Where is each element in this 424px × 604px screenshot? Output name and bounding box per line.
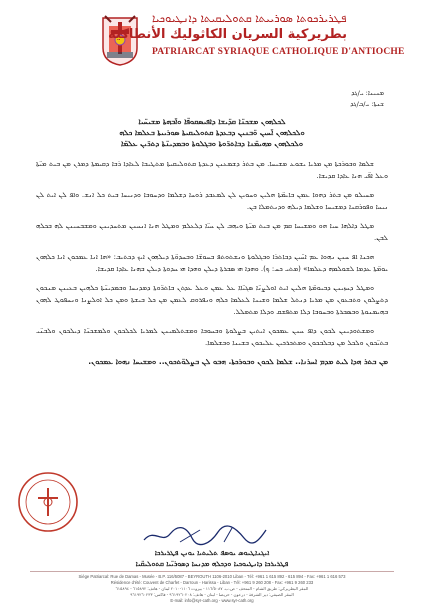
letterhead-arabic-name: بطريركية السريان الكاثوليك الأنطاكية xyxy=(108,27,347,42)
handwritten-signature-icon xyxy=(140,524,270,546)
footer-divider xyxy=(30,571,394,572)
letterhead-french-name: PATRIARCAT SYRIAQUE CATHOLIQUE D'ANTIOCHE xyxy=(152,47,405,57)
signatory-title: ܦܛܪܝܪܟܐ ܕܐܢܛܝܘܟܝܐ ܘܕܟܠܗ ܡܕܢܚܐ ܕܣܘܪܝ̈ܝܐ ܩܬܘܠܝܩ̈ܝܐ xyxy=(135,560,289,568)
footer-email: E-mail: info@syr-cath.org - www.syr-cath.org xyxy=(170,598,254,603)
letter-paragraph: ܫܠܡܐ ܘܒܘܪܟܬܐ ܡܢ ܡܪܝܐ ܝܫܘܥ ܡܫܝܚܐ. ܡܢ ܒܬܪ ܕܫܡܥܢܢ ܕܥܕܬܐ ܩܬܘܠܝܩܝܬܐ ܡܬܛܝܒܐ ܠܥܐܕܐ ܪܒܐ ܕܩܝܡܬܐ ܕܡܪܢ ܡܢ ܒܝܬ ܡܝ̈ܬܐ ܘܥܠ ܐܦ̈ܝ ܗܢܐ ܥܐܕܐ ܩܕܝܫܐ. xyxy=(36,160,388,180)
address-line: ܠܟܠܗܘܢ ܡܫܟܢ̈ܐ ܩܕ̈ܝܫܐ ܕܐܦܝܣܩܘܦ̈ܐ ܘܐ̈ܒܗܬܐ ܡܫܝܚ̈ܝܐ xyxy=(138,117,286,126)
footer-line: Siège Patriarcal: Rue de Damas - Musée - B.P. 116/5087 - BEYROUTH 1106-2010 Liban - Tél: +961 1 615 892 - 615 894 - Fax: +961 1 616 573 xyxy=(78,574,346,579)
footer-line: المقر البطريركي: طريق الشام - المتحف - ص.ب. ١١٦/٥٠٨٧ - بيروت ١١٠٦-٢٠١٠ لبنان - هاتف: ٦١٥٨٩٢ - ٦١٥٨٩٤ xyxy=(115,586,309,591)
reference-date: ܫܢܬܐ: ܝ/ܒ/ܓܕ xyxy=(350,100,384,108)
footer-line: المقر الصيفي: دير الشرفة - درعون - حريصا - لبنان - هاتف: ٩٦١٩٢٦٠٢٠٨ - فاكس: ٩٦١٩٢٦٠٢٣٣ xyxy=(130,592,294,597)
letter-paragraph: ܘܡܫܬܘܕܝܢܢ ܠܟܘܢ ܕܐܦ ܚܢܢ ܥܡܟܘܢ ܐܝܬܝܢ ܒܨܠܘܬܐ ܘܒܚܘܒܐ ܘܡܫܬܠܡܝܢܢ ܠܡܪܝܐ ܠܟܠܟܘܢ ܘܠܡܫܟܢ̈ܐ ܕܝܠܟܘܢ ܘܠܒܢ̈ܝ ܒܬܝ̈ܟܘܢ ܘܠܟܠ ܡܢ ܕܒܠܒܟܘܢ ܘܡܬܟܪܟܝܢ ܥܠܝܟܘܢ ܒܫܝܢܐ ܘܒܫܠܡܐ. xyxy=(36,327,388,347)
letter-paragraph: ܗܟܢܐ ܐܦ ܚܢܢ ܢܗܘܐ ܥܡ ܐܚ̈ܝܢ ܕܒܐܬܪܐ ܘܒܓܠܘܬܐ ܘܢܫܬܘܬܦ ܒܚܘܫ̈ܐ ܘܒܚܕܘ̈ܬܐ ܕܝܠܗܘܢ ܐܝܟ ܕܟܬܝܒ: «ܗܐ ܐܢܐ ܥܡܟܘܢ ܐܢܐ ܟܠܗܘܢ ܝܘܡ̈ܬܐ ܥܕܡܐ ܠܫܘܠܡܗ ܕܥܠܡܐ» (ܡܬܝ ܟܚ: ܟ). ܘܗܕܐ ܗܝ ܣܒܪܬܐ ܕܝܠܢ ܘܗܕܐ ܗܝ ܚܕܘܬܐ ܕܝܠܢ ܒܗܢܐ ܥܐܕܐ ܩܕܝܫܐ. xyxy=(36,253,388,273)
signature-block xyxy=(72,548,352,570)
address-line: ܘܠܟܠܗܘܢ ܡܗܝܡ̈ܢܐ ܕܒܐܬܪ̈ܘܬܐ ܘܒܓܠܘܬܐ ܘܒܡܕܝܢ̈ܬܐ ܕܬܪ̈ܝܢ ܥܠܡ̈ܐ xyxy=(120,139,304,148)
reference-block xyxy=(350,88,384,110)
letter-paragraph: ܡܚܝܠܘ ܡܢ ܒܬܪ ܕܗܘܐ ܥܡܢ ܒܐܝܡ̈ܬܐ ܗܠܝܢ ܘܚܘܝܢ ܠܢ ܠܡܥܒܕ ܪܘܚܐ ܕܫܠܡܐ ܘܕܚܘܒܐ ܘܕܢܝܚܐ ܒܝܬ ܟܠ ܐܢܫ. ܘܐܦ ܠܢ ܐܝܬ ܠܢ ܢܝܚܐ ܘܦܘܪܩܢܐ ܕܡܫܝܚܐ ܘܫܠܡܐ ܕܝܠܗ ܘܕܢܬܡܠܐ ܒܢ. xyxy=(36,191,388,211)
letterhead-syriac-name: ܦܛܪܝܪܟܘܬܐ ܣܘܪܝܝܬܐ ܩܬܘܠܝܩܝܬܐ ܕܐܢܛܝܘܟܝܐ xyxy=(152,12,347,25)
letterhead-footer xyxy=(30,571,394,604)
letter-paragraph: ܘܡܛܠ ܕܚܙܝܢܢ ܕܒܝܘܡ̈ܬܐ ܗܠܝܢ ܐܝܬ ܐܘܠܨܢ̈ܐ ܣܓܝ̈ܐܐ ܥܠ ܥܡܢ ܘܥܠ ܥܕܬܢ ܒܐܬܪ̈ܘܬܐ ܕܡܕܢܚܐ ܘܒܡܕܝܢ̈ܬܐ ܟܠܗܝܢ ܒܥܝܢܢ ܡܢܟܘܢ ܕܬܨܠܘܢ ܘܬܒܥܘܢ ܡܢ ܡܪܝܐ ܕܢܬܠ ܫܠܡܐ ܘܫܝܢܐ ܠܥܠܡܐ ܟܠܗ ܘܢܦܪܘܩ ܠܥܡܢ ܡܢ ܟܠ ܒܝܫܬܐ ܘܡܢ ܟܠ ܐܘܠܨܢܐ ܘܢܚܦܘܛ ܠܗܘܢ ܒܗܝܡܢܘܬܐ ܘܒܣܒܪܬܐ ܘܒܚܘܒܐ ܕܠܐ ܡܬܦܫܩ ܘܕܠܐ ܡܬܡܠܠ. xyxy=(36,284,388,316)
official-stamp-icon xyxy=(16,470,80,534)
signatory-name: ܐܝܓܢܐܛܝܘܣ ܝܘܣܦ ܬܠܝܬܝܐ ܝܘܢܢ ܦܛܪܝܪܟܐ xyxy=(154,549,270,557)
footer-line: Résidence d'été: Couvent de Charfet - Darroun - Harissa - Liban - Tél: +961 9 260 208 - Fax: +961 9 260 233 xyxy=(110,580,314,585)
closing-line: ܡܢ ܒܬܪ ܗܕܐ ܠܝܬ ܡܕܡ ܐܚܪܢܐ.. ܫܠܡܐ ܠܟܘܢ ܘܒܘܪܟܬܐ. ܗܒܘ ܠܢ ܒܨܠܘ̈ܬܟܘܢ.. ܘܡܫܝܚܐ ܢܗܘܐ ܥܡܟܘܢ. xyxy=(88,357,388,366)
address-line: ܘܠܟܠܗܘܢ ܐ̈ܚܝܢ ܘ̈ܒܢܝܢ ܕܒܥܕܬܐ ܩܬܘܠܝܩܝܬܐ ܣܘܪܝܝܬܐ ܒܥܠܡܐ ܟܠܗ xyxy=(119,128,305,137)
address-block xyxy=(36,116,388,149)
letter-body xyxy=(36,116,388,368)
reference-number: ܡܢܝܢܐ: ܝ/ܓܕ xyxy=(351,89,384,97)
letter-paragraph: ܡܛܠ ܕܐܠܗܐ ܚܝܐ ܗܘ ܘܡܫܝܚܐ ܩܡ ܡܢ ܒܝܬ ܡܝ̈ܬܐ ܘܝܗܒ ܠܢ ܚܝ̈ܐ ܕܠܥܠܡ ܘܡܛܠ ܗܢܐ ܐܢܚܢܢ ܡܬܚܕܝܢܢ ܘܡܫܒܚܝܢܢ ܠܗ ܒܟܠܗ ܠܒܢ. xyxy=(36,222,388,242)
